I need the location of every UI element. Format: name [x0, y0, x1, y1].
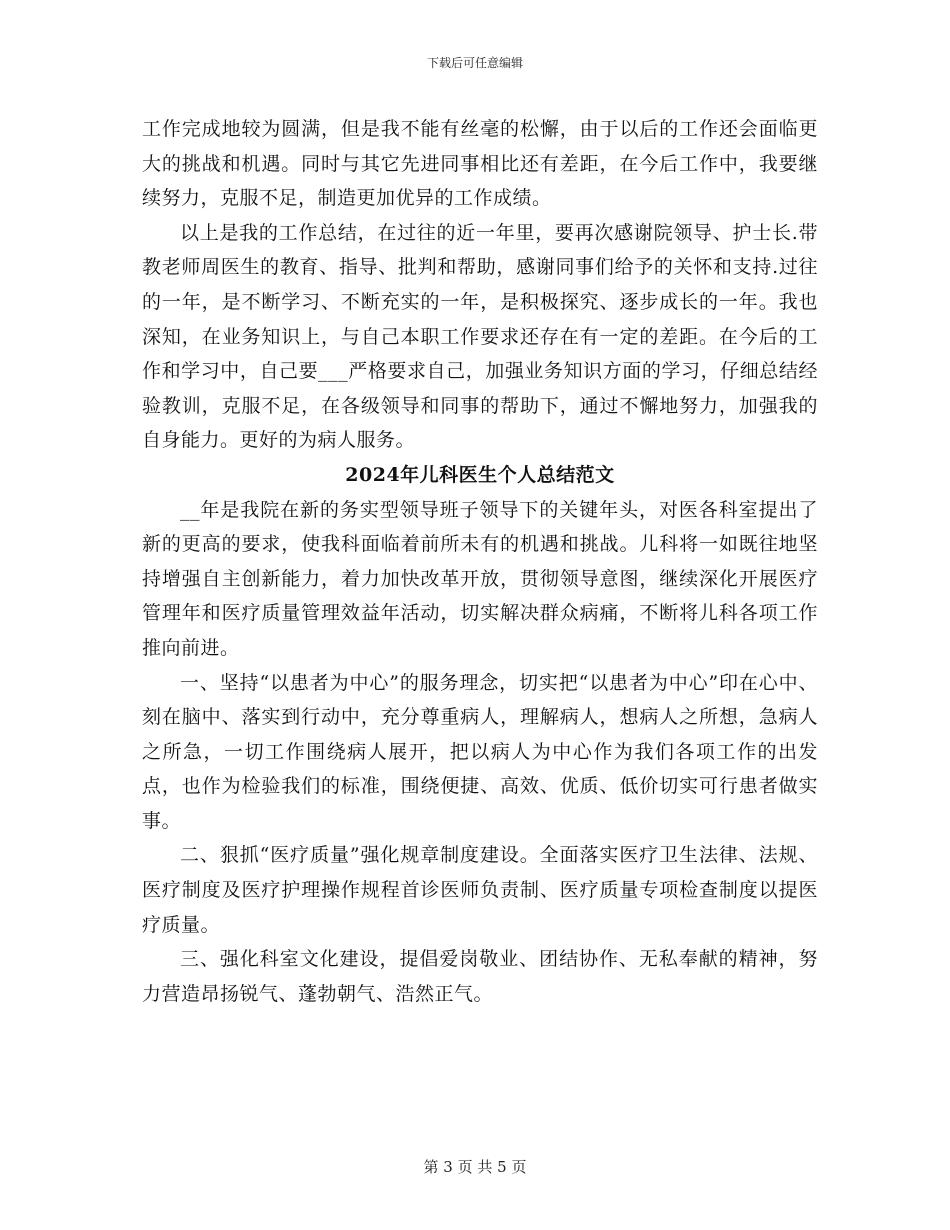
document-body	[142, 112, 818, 1011]
paragraph-continuation: 工作完成地较为圆满，但是我不能有丝毫的松懈，由于以后的工作还会面临更大的挑战和机遇。同时与其它先进同事相比还有差距，在今后工作中，我要继续努力，克服不足，制造更加优异的工作成绩。	[142, 118, 818, 210]
header-note: 下载后可任意编辑	[426, 56, 523, 70]
section-title: 2024年儿科医生个人总结范文	[345, 463, 615, 486]
paragraph-intro: __年是我院在新的务实型领导班子领导下的关键年头，对医各科室提出了新的更高的要求，使我科面临着前所未有的机遇和挑战。儿科将一如既往地坚持增强自主创新能力，着力加快改革开放，贯彻领导意图，继续深化开展医疗管理年和医疗质量管理效益年活动，切实解决群众病痛，不断将儿科各项工作推向前进。	[142, 498, 818, 659]
paragraph-point-1: 一、坚持“以患者为中心”的服务理念，切实把“以患者为中心”印在心中、刻在脑中、落实到行动中，充分尊重病人，理解病人，想病人之所想，急病人之所急，一切工作围绕病人展开，把以病人为中心作为我们各项工作的出发点，也作为检验我们的标准，围绕便捷、高效、优质、低价切实可行患者做实事。	[142, 671, 818, 832]
page-number: 第 3 页 共 5 页	[423, 1158, 527, 1176]
paragraph-point-3: 三、强化科室文化建设，提倡爱岗敬业、团结协作、无私奉献的精神，努力营造昂扬锐气、蓬勃朝气、浩然正气。	[142, 948, 818, 1005]
paragraph-point-2: 二、狠抓“医疗质量”强化规章制度建设。全面落实医疗卫生法律、法规、医疗制度及医疗护理操作规程首诊医师负责制、医疗质量专项检查制度以提医疗质量。	[142, 844, 818, 936]
paragraph-closing: 以上是我的工作总结，在过往的近一年里，要再次感谢院领导、护士长.带教老师周医生的教育、指导、批判和帮助，感谢同事们给予的关怀和支持.过往的一年，是不断学习、不断充实的一年，是积极探究、逐步成长的一年。我也深知，在业务知识上，与自己本职工作要求还存在有一定的差距。在今后的工作和学习中，自己要___严格要求自己，加强业务知识方面的学习，仔细总结经验教训，克服不足，在各级领导和同事的帮助下，通过不懈地努力，加强我的自身能力。更好的为病人服务。	[142, 221, 818, 452]
